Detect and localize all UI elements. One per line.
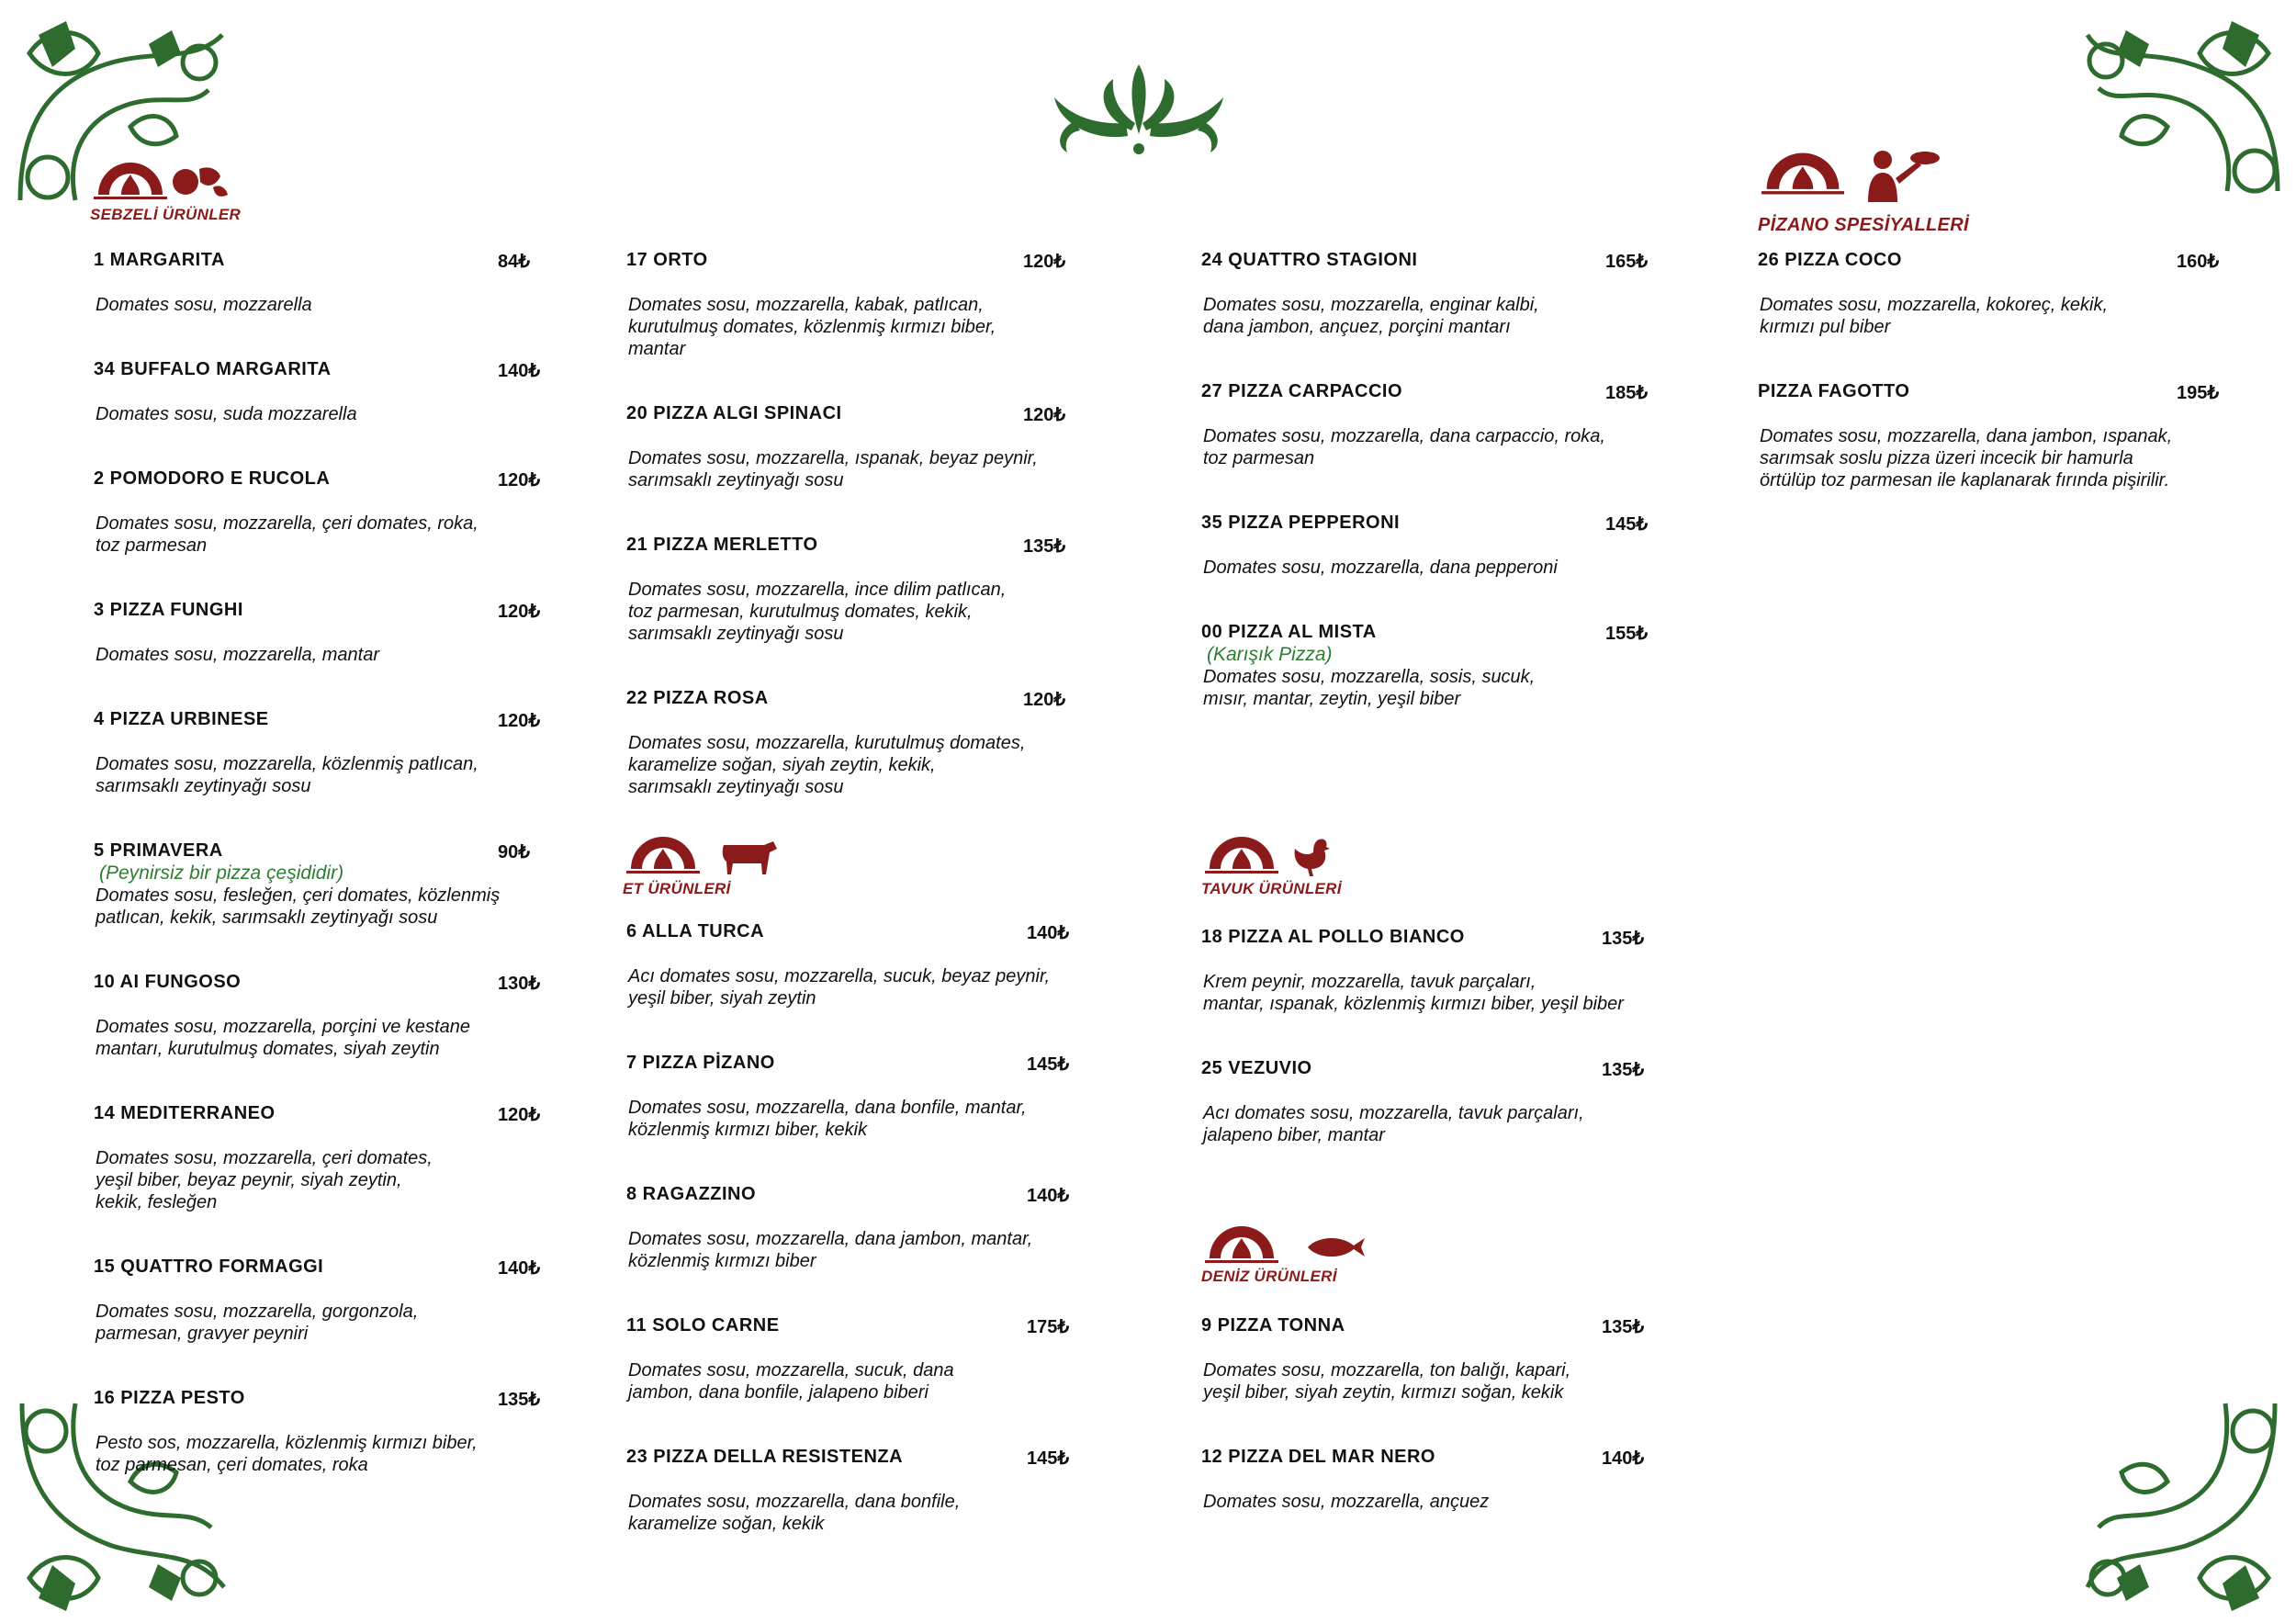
description-line: mısır, mantar, zeytin, yeşil biber bbox=[1203, 689, 1461, 709]
item-name: 8 RAGAZZINO bbox=[626, 1184, 757, 1204]
description-line: yeşil biber, siyah zeytin bbox=[628, 988, 816, 1009]
description-line: toz parmesan bbox=[96, 535, 208, 556]
section-label: SEBZELİ ÜRÜNLER bbox=[90, 206, 242, 223]
chicken-icon bbox=[1291, 836, 1332, 876]
item-price: 140₺ bbox=[498, 1258, 541, 1279]
oven-icon bbox=[94, 158, 167, 204]
item-description bbox=[96, 1301, 418, 1345]
section-label: PİZANO SPESİYALLERİ bbox=[1758, 215, 1969, 235]
description-line: sarımsak soslu pizza üzeri incecik bir hamurla bbox=[1760, 448, 2133, 468]
description-line: sarımsaklı zeytinyağı sosu bbox=[628, 777, 844, 797]
description-line: Domates sosu, mozzarella, dana bonfile, bbox=[628, 1492, 961, 1512]
oven-icon bbox=[626, 832, 700, 878]
item-price: 145₺ bbox=[1027, 1054, 1070, 1075]
section-label: ET ÜRÜNLERİ bbox=[623, 880, 731, 897]
item-name: 21 PIZZA MERLETTO bbox=[626, 535, 818, 555]
item-price: 120₺ bbox=[498, 711, 541, 731]
description-line: közlenmiş kırmızı biber, kekik bbox=[628, 1120, 868, 1140]
item-name: 10 AI FUNGOSO bbox=[94, 972, 242, 992]
item-price: 120₺ bbox=[1023, 252, 1066, 272]
item-name: 20 PIZZA ALGI SPINACI bbox=[626, 403, 842, 423]
item-description bbox=[628, 1097, 1027, 1141]
item-price: 135₺ bbox=[1602, 1060, 1645, 1080]
item-price: 120₺ bbox=[498, 602, 541, 622]
oven-icon bbox=[1205, 832, 1278, 878]
item-price: 185₺ bbox=[1605, 383, 1649, 403]
item-name: 23 PIZZA DELLA RESISTENZA bbox=[626, 1447, 904, 1467]
item-price: 145₺ bbox=[1027, 1448, 1070, 1469]
description-line: Pesto sos, mozzarella, közlenmiş kırmızı biber, bbox=[96, 1433, 478, 1453]
item-name: 5 PRIMAVERA bbox=[94, 840, 223, 861]
item-name: 25 VEZUVIO bbox=[1201, 1058, 1312, 1078]
description-line: Domates sosu, mozzarella, közlenmiş patlıcan, bbox=[96, 754, 478, 774]
description-line: kırmızı pul biber bbox=[1760, 317, 1891, 337]
description-line: jambon, dana bonfile, jalapeno biberi bbox=[628, 1382, 929, 1403]
item-name: PIZZA FAGOTTO bbox=[1758, 381, 1910, 401]
item-description bbox=[1203, 557, 1558, 579]
item-name: 26 PIZZA COCO bbox=[1758, 250, 1902, 270]
description-line: Domates sosu, mozzarella, ıspanak, beyaz peynir, bbox=[628, 448, 1038, 468]
description-line: patlıcan, kekik, sarımsaklı zeytinyağı sosu bbox=[96, 907, 438, 928]
item-description bbox=[628, 1359, 954, 1403]
section-label: DENİZ ÜRÜNLERİ bbox=[1201, 1268, 1337, 1285]
description-line: Domates sosu, mozzarella, dana jambon, mantar, bbox=[628, 1229, 1033, 1249]
corner-ornament-bottom-left bbox=[11, 1394, 236, 1615]
description-line: sarımsaklı zeytinyağı sosu bbox=[628, 624, 844, 644]
item-name: 34 BUFFALO MARGARITA bbox=[94, 359, 332, 379]
item-name: 3 PIZZA FUNGHI bbox=[94, 600, 243, 620]
item-description bbox=[1203, 1102, 1584, 1146]
item-name: 24 QUATTRO STAGIONI bbox=[1201, 250, 1418, 270]
description-line: Krem peynir, mozzarella, tavuk parçaları, bbox=[1203, 972, 1536, 992]
description-line: örtülüp toz parmesan ile kaplanarak fırında pişirilir. bbox=[1760, 470, 2170, 490]
description-line: Domates sosu, mozzarella, sosis, sucuk, bbox=[1203, 667, 1536, 687]
item-name: 35 PIZZA PEPPERONI bbox=[1201, 513, 1401, 533]
description-line: Acı domates sosu, mozzarella, tavuk parçaları, bbox=[1203, 1103, 1584, 1123]
item-description bbox=[96, 753, 478, 797]
item-description bbox=[628, 579, 1006, 645]
description-line: Domates sosu, mozzarella, ton balığı, kapari, bbox=[1203, 1360, 1571, 1381]
description-line: Domates sosu, suda mozzarella bbox=[96, 404, 357, 424]
item-description bbox=[96, 1016, 470, 1060]
item-description bbox=[1203, 1491, 1489, 1513]
item-price: 135₺ bbox=[1602, 1317, 1645, 1337]
item-description bbox=[1760, 425, 2172, 491]
item-price: 120₺ bbox=[498, 1105, 541, 1125]
item-description bbox=[1203, 971, 1624, 1015]
description-line: dana jambon, ançuez, porçini mantarı bbox=[1203, 317, 1511, 337]
item-description bbox=[628, 1491, 960, 1535]
item-price: 145₺ bbox=[1605, 514, 1649, 535]
description-line: sarımsaklı zeytinyağı sosu bbox=[628, 470, 844, 490]
description-line: Domates sosu, mozzarella bbox=[96, 295, 312, 315]
item-price: 135₺ bbox=[1023, 536, 1066, 557]
top-leaf-ornament bbox=[1047, 57, 1231, 163]
description-line: toz parmesan, kurutulmuş domates, kekik, bbox=[628, 602, 973, 622]
description-line: mantar, ıspanak, közlenmiş kırmızı biber, yeşil biber bbox=[1203, 994, 1624, 1014]
item-note: (Peynirsiz bir pizza çeşididir) bbox=[99, 862, 344, 884]
item-price: 175₺ bbox=[1027, 1317, 1070, 1337]
item-description bbox=[96, 1432, 478, 1476]
description-line: toz parmesan, çeri domates, roka bbox=[96, 1455, 368, 1475]
item-description bbox=[1760, 294, 2108, 338]
description-line: Domates sosu, mozzarella, enginar kalbi, bbox=[1203, 295, 1539, 315]
description-line: Domates sosu, mozzarella, çeri domates, bbox=[96, 1148, 433, 1168]
item-name: 12 PIZZA DEL MAR NERO bbox=[1201, 1447, 1435, 1467]
description-line: Domates sosu, mozzarella, dana bonfile, mantar, bbox=[628, 1098, 1027, 1118]
item-price: 140₺ bbox=[1602, 1448, 1645, 1469]
description-line: Domates sosu, mozzarella, dana carpaccio, roka, bbox=[1203, 426, 1605, 446]
item-name: 17 ORTO bbox=[626, 250, 708, 270]
item-price: 140₺ bbox=[1027, 1186, 1070, 1206]
item-price: 155₺ bbox=[1605, 624, 1649, 644]
chef-icon bbox=[1863, 145, 1941, 202]
item-price: 120₺ bbox=[1023, 690, 1066, 710]
description-line: Domates sosu, fesleğen, çeri domates, közlenmiş bbox=[96, 885, 501, 906]
item-price: 84₺ bbox=[498, 252, 530, 272]
item-price: 165₺ bbox=[1605, 252, 1649, 272]
item-description bbox=[628, 294, 996, 360]
description-line: Domates sosu, mozzarella, ançuez bbox=[1203, 1492, 1490, 1512]
item-description bbox=[1203, 1359, 1570, 1403]
description-line: yeşil biber, siyah zeytin, kırmızı soğan, kekik bbox=[1203, 1382, 1564, 1403]
description-line: yeşil biber, beyaz peynir, siyah zeytin, bbox=[96, 1170, 402, 1190]
corner-ornament-top-right bbox=[2080, 17, 2287, 200]
item-price: 120₺ bbox=[498, 470, 541, 490]
item-description bbox=[1203, 425, 1605, 469]
item-name: 7 PIZZA PİZANO bbox=[626, 1053, 775, 1073]
vegetables-icon bbox=[167, 160, 231, 200]
item-price: 140₺ bbox=[498, 361, 541, 381]
item-price: 90₺ bbox=[498, 842, 530, 862]
description-line: Domates sosu, mozzarella, porçini ve kestane bbox=[96, 1017, 470, 1037]
item-price: 130₺ bbox=[498, 974, 541, 994]
item-name: 18 PIZZA AL POLLO BIANCO bbox=[1201, 927, 1465, 947]
description-line: Domates sosu, mozzarella, gorgonzola, bbox=[96, 1302, 419, 1322]
item-name: 9 PIZZA TONNA bbox=[1201, 1315, 1345, 1336]
item-description bbox=[628, 447, 1038, 491]
description-line: sarımsaklı zeytinyağı sosu bbox=[96, 776, 311, 796]
item-description bbox=[96, 513, 478, 557]
item-description bbox=[1203, 666, 1535, 710]
description-line: Domates sosu, mozzarella, çeri domates, roka, bbox=[96, 513, 478, 534]
item-note: (Karışık Pizza) bbox=[1207, 644, 1333, 665]
oven-icon bbox=[1205, 1222, 1278, 1268]
item-price: 135₺ bbox=[498, 1390, 541, 1410]
item-description bbox=[1203, 294, 1539, 338]
item-description bbox=[96, 294, 312, 316]
item-name: 4 PIZZA URBINESE bbox=[94, 709, 269, 729]
description-line: Domates sosu, mozzarella, dana jambon, ıspanak, bbox=[1760, 426, 2173, 446]
cow-icon bbox=[720, 838, 779, 874]
item-name: 16 PIZZA PESTO bbox=[94, 1388, 245, 1408]
description-line: közlenmiş kırmızı biber bbox=[628, 1251, 816, 1271]
item-description bbox=[96, 885, 500, 929]
item-name: 2 POMODORO E RUCOLA bbox=[94, 468, 331, 489]
item-price: 120₺ bbox=[1023, 405, 1066, 425]
description-line: kurutulmuş domates, közlenmiş kırmızı biber, bbox=[628, 317, 996, 337]
item-name: 00 PIZZA AL MISTA bbox=[1201, 622, 1377, 642]
item-name: 11 SOLO CARNE bbox=[626, 1315, 780, 1336]
item-description bbox=[628, 732, 1025, 798]
oven-icon bbox=[1761, 145, 1844, 202]
description-line: Domates sosu, mozzarella, sucuk, dana bbox=[628, 1360, 954, 1381]
item-name: 22 PIZZA ROSA bbox=[626, 688, 769, 708]
description-line: Domates sosu, mozzarella, kurutulmuş domates, bbox=[628, 733, 1026, 753]
item-price: 195₺ bbox=[2177, 383, 2220, 403]
description-line: toz parmesan bbox=[1203, 448, 1315, 468]
item-name: 27 PIZZA CARPACCIO bbox=[1201, 381, 1403, 401]
description-line: jalapeno biber, mantar bbox=[1203, 1125, 1385, 1145]
item-price: 135₺ bbox=[1602, 929, 1645, 949]
item-price: 140₺ bbox=[1027, 923, 1070, 943]
item-name: 15 QUATTRO FORMAGGI bbox=[94, 1257, 324, 1277]
item-description bbox=[96, 644, 379, 666]
description-line: mantarı, kurutulmuş domates, siyah zeytin bbox=[96, 1039, 440, 1059]
description-line: kekik, fesleğen bbox=[96, 1192, 218, 1212]
section-label: TAVUK ÜRÜNLERİ bbox=[1201, 880, 1342, 897]
item-description bbox=[628, 1228, 1032, 1272]
description-line: karamelize soğan, kekik bbox=[628, 1514, 825, 1534]
description-line: Domates sosu, mozzarella, kabak, patlıcan, bbox=[628, 295, 984, 315]
description-line: Acı domates sosu, mozzarella, sucuk, beyaz peynir, bbox=[628, 966, 1051, 986]
item-name: 14 MEDITERRANEO bbox=[94, 1103, 276, 1123]
item-description bbox=[96, 1147, 433, 1213]
item-name: 6 ALLA TURCA bbox=[626, 921, 765, 941]
item-price: 160₺ bbox=[2177, 252, 2220, 272]
item-description bbox=[628, 965, 1050, 1009]
corner-ornament-bottom-right bbox=[2080, 1394, 2287, 1615]
description-line: Domates sosu, mozzarella, ince dilim patlıcan, bbox=[628, 580, 1007, 600]
item-name: 1 MARGARITA bbox=[94, 250, 225, 270]
description-line: Domates sosu, mozzarella, kokoreç, kekik, bbox=[1760, 295, 2109, 315]
fish-icon bbox=[1304, 1234, 1368, 1260]
description-line: karamelize soğan, siyah zeytin, kekik, bbox=[628, 755, 936, 775]
item-description bbox=[96, 403, 357, 425]
description-line: mantar bbox=[628, 339, 686, 359]
description-line: Domates sosu, mozzarella, dana pepperoni bbox=[1203, 558, 1558, 578]
description-line: Domates sosu, mozzarella, mantar bbox=[96, 645, 380, 665]
description-line: parmesan, gravyer peyniri bbox=[96, 1324, 309, 1344]
